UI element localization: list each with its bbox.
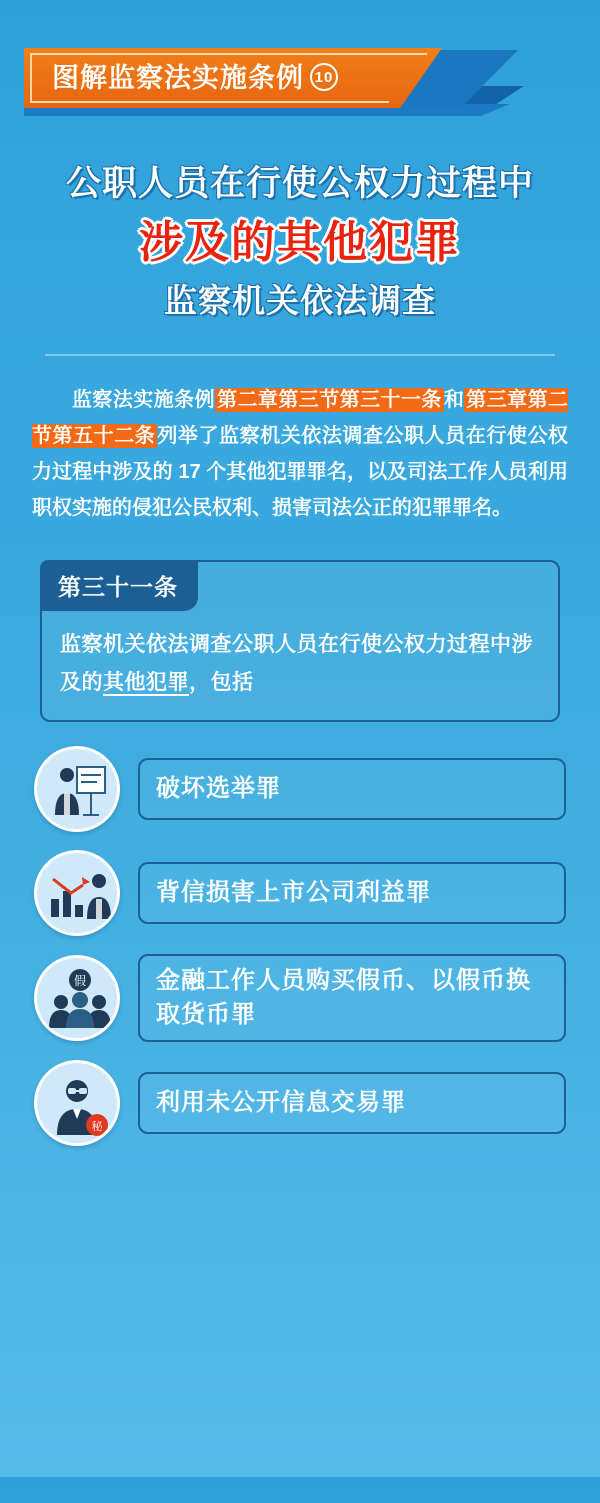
fake-currency-group-icon — [34, 955, 120, 1041]
list-item[interactable] — [34, 850, 566, 936]
intro-highlight-2: 第三章第二节第五十二条 — [32, 389, 569, 447]
headline-line-2: 涉及的其他犯罪 — [139, 218, 461, 267]
intro-paragraph — [32, 382, 568, 526]
crime-label: 利用未公开信息交易罪 — [138, 1072, 566, 1134]
svg-text:假: 假 — [73, 974, 87, 988]
intro-highlight-1: 第二章第三节第三十一条 — [217, 389, 442, 411]
intro-text-part-2: 和 — [443, 389, 465, 411]
headline-line-3: 监察机关依法调查 — [164, 282, 436, 319]
headline-block — [0, 158, 600, 326]
insider-secret-person-icon — [34, 1060, 120, 1146]
headline-divider — [45, 354, 555, 356]
article-body — [60, 626, 540, 702]
article-number-tab: 第三十一条 — [40, 560, 198, 611]
list-item[interactable] — [34, 954, 566, 1042]
banner-episode-number: 10 — [310, 63, 338, 91]
banner-title-group — [52, 58, 338, 98]
article-card — [40, 560, 560, 722]
list-item[interactable] — [34, 1060, 566, 1146]
presenter-board-icon — [34, 746, 120, 832]
headline-line-1: 公职人员在行使公权力过程中 — [65, 164, 534, 203]
article-body-before: 监察机关依法调查公职人员在行使公权力过程中涉及的 — [60, 633, 533, 694]
declining-chart-person-icon — [34, 850, 120, 936]
crime-label: 破坏选举罪 — [138, 758, 566, 820]
crime-list — [34, 746, 566, 1146]
page-banner — [0, 26, 600, 122]
crime-label: 金融工作人员购买假币、以假币换取货币罪 — [138, 954, 566, 1042]
intro-text-part-3: 列举了监察机关依法调查公职人员在行使公权力过程中涉及的 17 个其他犯罪罪名，以及司法工作人员利用职权实施的侵犯公民权利、损害司法公正的犯罪罪名。 — [32, 425, 569, 519]
list-item[interactable] — [34, 746, 566, 832]
article-body-underlined: 其他犯罪 — [103, 671, 189, 694]
article-body-after: ，包括 — [189, 671, 254, 694]
banner-title: 图解监察法实施条例 — [52, 63, 304, 93]
svg-text:秘: 秘 — [91, 1121, 103, 1133]
intro-text-part-1: 监察法实施条例 — [72, 389, 216, 411]
crime-label: 背信损害上市公司利益罪 — [138, 862, 566, 924]
